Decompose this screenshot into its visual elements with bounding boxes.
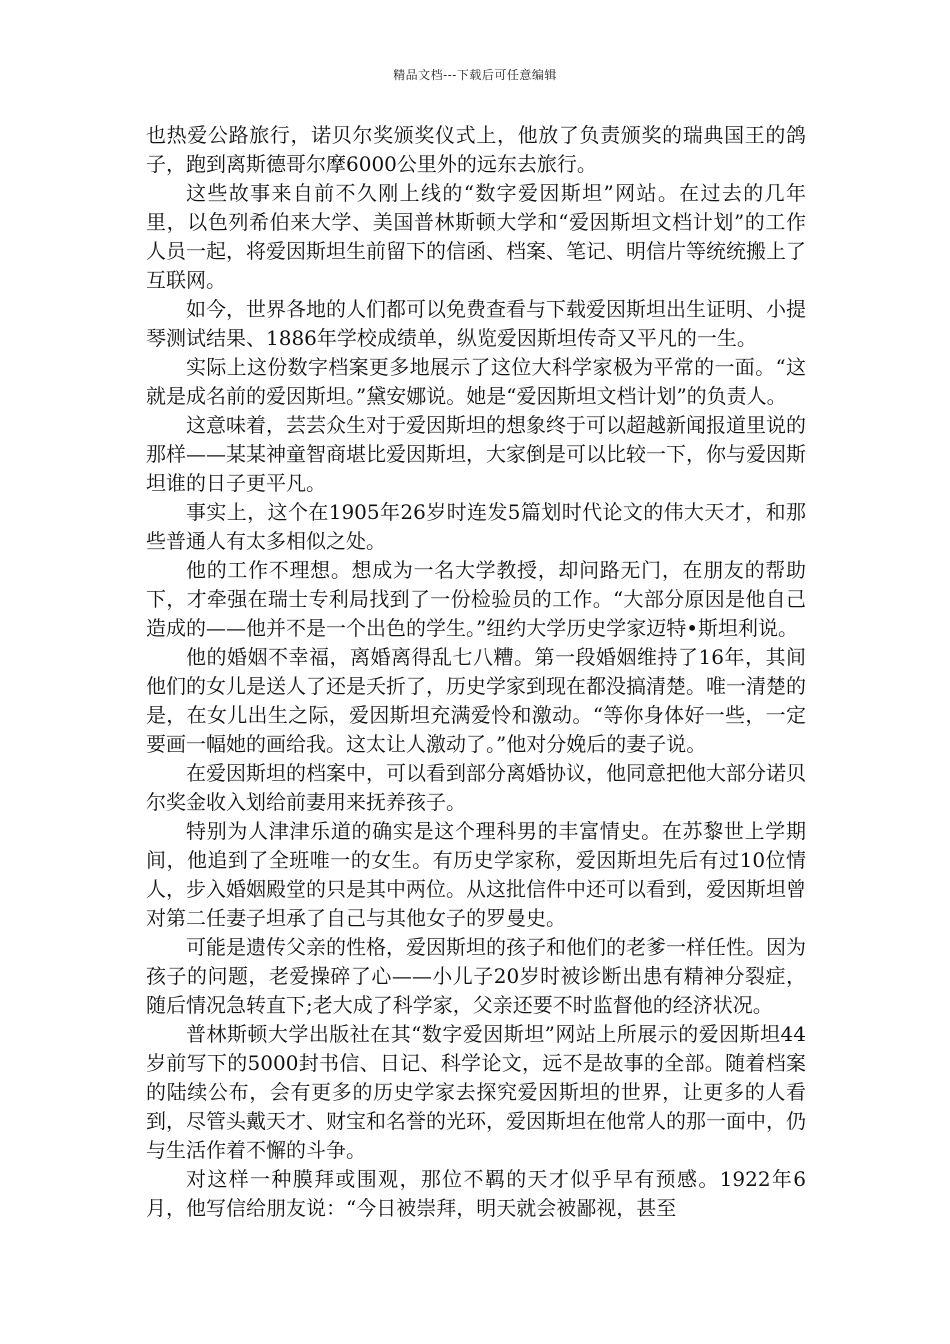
- paragraph: 如今，世界各地的人们都可以免费查看与下载爱因斯坦出生证明、小提琴测试结果、1886年学校成绩单，纵览爱因斯坦传奇又平凡的一生。: [146, 297, 806, 350]
- paragraph: 普林斯顿大学出版社在其“数字爱因斯坦”网站上所展示的爱因斯坦44岁前写下的5000封书信、日记、科学论文，远不是故事的全部。随着档案的陆续公布，会有更多的历史学家去探究爱因斯坦的世界，让更多的人看到，尽管头戴天才、财宝和名誉的光环，爱因斯坦在他常人的那一面中，仍与生活作着不懈的斗争。: [146, 1022, 806, 1162]
- paragraph: 对这样一种膜拜或围观，那位不羁的天才似乎早有预感。1922年6月，他写信给朋友说：“今日被崇拜，明天就会被鄙视，甚至: [146, 1167, 806, 1220]
- paragraph: 特别为人津津乐道的确实是这个理科男的丰富情史。在苏黎世上学期间，他追到了全班唯一的女生。有历史学家称，爱因斯坦先后有过10位情人，步入婚姻殿堂的只是其中两位。从这批信件中还可以看到，爱因斯坦曾对第二任妻子坦承了自己与其他女子的罗曼史。: [146, 819, 806, 930]
- document-body: [146, 121, 806, 1223]
- paragraph: 这些故事来自前不久刚上线的“数字爱因斯坦”网站。在过去的几年里，以色列希伯来大学、美国普林斯顿大学和“爱因斯坦文档计划”的工作人员一起，将爱因斯坦生前留下的信函、档案、笔记、明信片等统统搬上了互联网。: [146, 181, 806, 292]
- paragraph: 也热爱公路旅行，诺贝尔奖颁奖仪式上，他放了负责颁奖的瑞典国王的鸽子，跑到离斯德哥尔摩6000公里外的远东去旅行。: [146, 123, 806, 176]
- paragraph: 他的婚姻不幸福，离婚离得乱七八糟。第一段婚姻维持了16年，其间他们的女儿是送人了还是夭折了，历史学家到现在都没搞清楚。唯一清楚的是，在女儿出生之际，爱因斯坦充满爱怜和激动。“等你身体好一些，一定要画一幅她的画给我。这太让人激动了。”他对分娩后的妻子说。: [146, 645, 806, 756]
- paragraph: 实际上这份数字档案更多地展示了这位大科学家极为平常的一面。“这就是成名前的爱因斯坦。”黛安娜说。她是“爱因斯坦文档计划”的负责人。: [146, 355, 806, 408]
- paragraph: 这意味着，芸芸众生对于爱因斯坦的想象终于可以超越新闻报道里说的那样——某某神童智商堪比爱因斯坦，大家倒是可以比较一下，你与爱因斯坦谁的日子更平凡。: [146, 413, 806, 495]
- page-header: 精品文档---下载后可任意编辑: [393, 68, 557, 82]
- paragraph: 他的工作不理想。想成为一名大学教授，却问路无门，在朋友的帮助下，才牵强在瑞士专利局找到了一份检验员的工作。“大部分原因是他自己造成的——他并不是一个出色的学生。”纽约大学历史学家迈特•斯坦利说。: [146, 558, 806, 640]
- paragraph: 事实上，这个在1905年26岁时连发5篇划时代论文的伟大天才，和那些普通人有太多相似之处。: [146, 500, 806, 553]
- paragraph: 在爱因斯坦的档案中，可以看到部分离婚协议，他同意把他大部分诺贝尔奖金收入划给前妻用来抚养孩子。: [146, 761, 806, 814]
- paragraph: 可能是遗传父亲的性格，爱因斯坦的孩子和他们的老爹一样任性。因为孩子的问题，老爱操碎了心——小儿子20岁时被诊断出患有精神分裂症，随后情况急转直下;老大成了科学家，父亲还要不时监督他的经济状况。: [146, 935, 806, 1017]
